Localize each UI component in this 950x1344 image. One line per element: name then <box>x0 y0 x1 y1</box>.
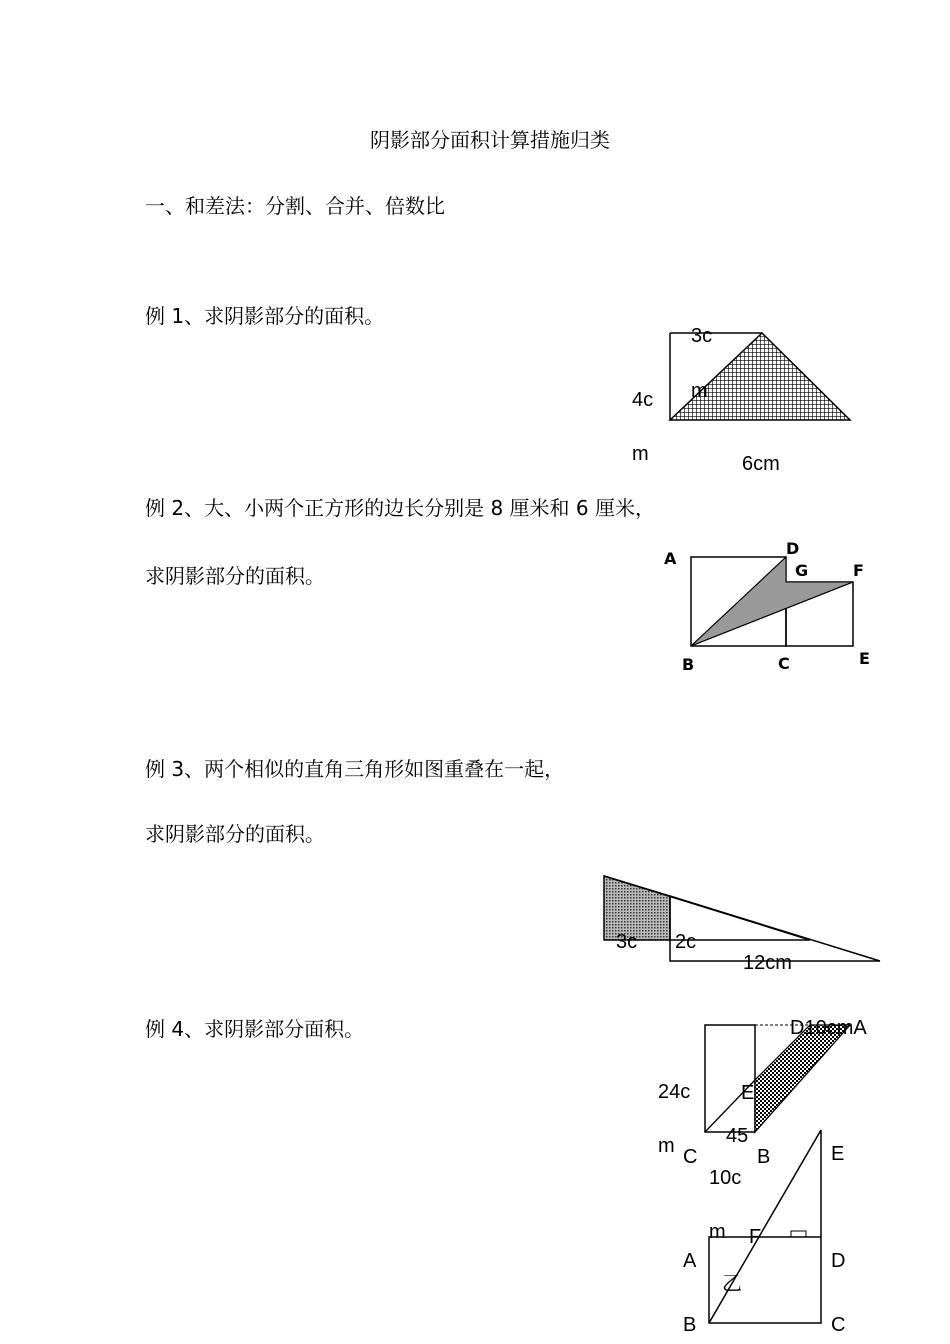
ex1-label-left-unit: m <box>632 443 649 465</box>
ex4-label-left: 24c <box>658 1081 691 1103</box>
ex5-point-F: F <box>749 1226 762 1248</box>
ex5-point-D: D <box>831 1250 846 1272</box>
ex5-point-A: A <box>683 1250 697 1272</box>
ex4-label-top: D10cmA <box>790 1017 867 1039</box>
ex5-label-yi: 乙 <box>722 1271 742 1295</box>
ex5-point-B: B <box>683 1314 697 1336</box>
ex2-point-G: G <box>795 561 809 580</box>
example-2-text-line2: 求阴影部分的面积。 <box>145 564 325 588</box>
ex2-point-B: B <box>682 655 695 674</box>
ex1-label-top: 3c <box>691 325 713 347</box>
ex1-label-top-unit: m <box>691 380 708 402</box>
ex2-point-F: F <box>853 561 864 580</box>
example-3-text-line2: 求阴影部分的面积。 <box>145 822 325 846</box>
ex4-point-C: C <box>683 1146 698 1168</box>
ex1-label-left: 4c <box>632 389 654 411</box>
ex5-label-top: 10c <box>709 1167 742 1189</box>
ex3-label-c: 12cm <box>743 952 792 974</box>
ex4-label-left-unit: m <box>658 1135 675 1157</box>
ex4-point-E: E <box>741 1082 755 1104</box>
ex5-point-E: E <box>831 1143 845 1165</box>
ex4-label-angle: 45 <box>726 1125 749 1147</box>
example-1-text: 例 1、求阴影部分的面积。 <box>145 304 385 328</box>
example-3-text-line1: 例 3、两个相似的直角三角形如图重叠在一起， <box>145 757 565 781</box>
ex2-point-C: C <box>778 654 790 673</box>
ex4-point-B: B <box>757 1146 771 1168</box>
page-title: 阴影部分面积计算措施归类 <box>370 128 610 152</box>
ex5-label-top-unit: m <box>709 1221 726 1243</box>
ex5-point-C: C <box>831 1314 846 1336</box>
ex1-label-bottom: 6cm <box>742 453 780 475</box>
section-heading: 一、和差法：分割、合并、倍数比 <box>145 194 445 218</box>
ex2-point-E: E <box>859 649 870 668</box>
ex2-shape <box>691 557 853 646</box>
example-4-text: 例 4、求阴影部分面积。 <box>145 1017 365 1041</box>
ex3-label-b: 2c <box>675 931 697 953</box>
ex2-point-D: D <box>786 539 800 558</box>
ex3-shape <box>604 876 880 961</box>
example-2-text-line1: 例 2、大、小两个正方形的边长分别是 8 厘米和 6 厘米， <box>145 496 655 520</box>
ex3-label-a: 3c <box>616 931 638 953</box>
ex4-shaded-region <box>755 1025 850 1132</box>
ex4-shape <box>705 1025 850 1132</box>
ex2-point-A: A <box>664 549 677 568</box>
